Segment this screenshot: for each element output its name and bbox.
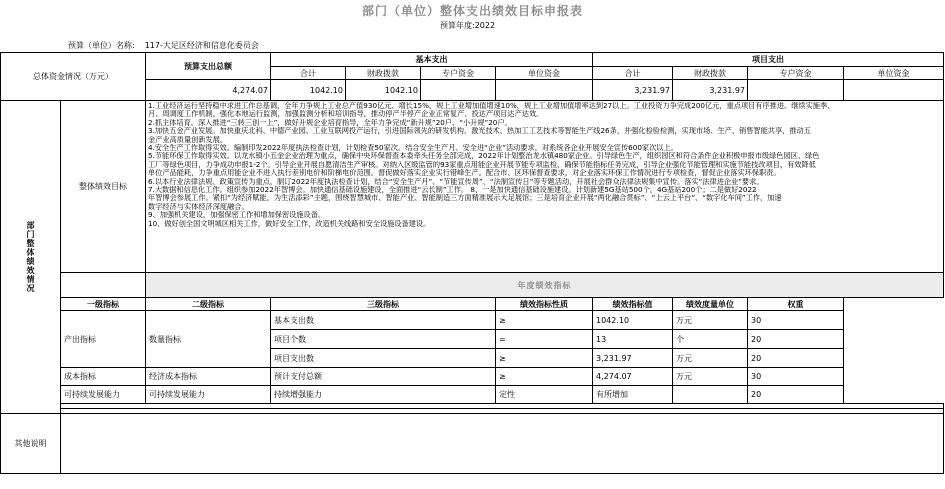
budget-total-value: 4,274.07	[146, 80, 271, 101]
table-row	[1, 311, 944, 330]
row-value: 有所增加	[593, 386, 673, 404]
basic-fiscal-header: 财政拨款	[346, 67, 421, 80]
goal-line: 年智博会参展工作。紧扣“为经济赋能，为生活添彩”主题，围绕智慧城市、智能产业、智能制造三方面精准展示大足展馆；三是培育企业开展“两化融合贯标”、“上云上平台”、“数字化车间”工作，加速	[148, 194, 782, 203]
row-unit: 个	[673, 330, 748, 349]
project-expense-label: 项目支出	[593, 53, 944, 67]
col-level3: 三级指标	[271, 298, 496, 311]
unit-name-label: 预算（单位）名称:	[68, 41, 135, 50]
overall-goal-label: 整体绩效目标	[61, 101, 146, 273]
table-row	[1, 368, 944, 386]
basic-expense-label: 基本支出	[271, 53, 593, 67]
annual-spacer	[61, 273, 146, 298]
goal-line: 9、加强机关建设，加强保密工作和增加保密设施设备。	[148, 211, 326, 220]
row-level1: 成本指标	[61, 368, 146, 386]
table-row	[1, 386, 944, 404]
row-value: 1042.10	[593, 311, 673, 330]
col-level1: 一级指标	[61, 298, 146, 311]
goal-line: 工厂等绿色项目，力争成功申报1-2个。引导企业开展自愿清洁生产审核。对纳入区级监管的93家重点用能企业开展节能专项监检，确保节能指标任务完成，引导企业强化节能管理和实施节能技改项目，有效降低	[148, 160, 816, 169]
row-weight: 20	[748, 349, 844, 368]
goal-line: 6.以本行业法律法规、政策宣传为重点，制订2022年度执法检查计划，结合“安全生产月”、“节能宣传周”、“法制宣传日”等专题活动，开展社会群众法律法规集中宣传。落实“法律进企业”要求。	[148, 177, 764, 186]
row-level3: 项目支出数	[271, 349, 496, 368]
row-nature: ≥	[496, 349, 593, 368]
row-value: 4,274.07	[593, 368, 673, 386]
basic-unit-header: 单位资金	[496, 67, 593, 80]
annual-section-label: 年度绩效指标	[146, 273, 944, 298]
goal-line: 数字经济与实体经济深度融合。	[148, 202, 249, 211]
row-unit	[673, 386, 748, 404]
unit-name-value: 117-大足区经济和信息化委员会	[144, 41, 259, 50]
goal-line: 单位产品能耗，力争重点用能企业不进入执行差别电价和阶梯电价范围。督促做好落实企业实行错峰生产。配合市、区环保督查要求，对企业落实环保工作情况进行专项检查，督促企业落实环保职责。	[148, 169, 781, 178]
row-level3: 基本支出数	[271, 311, 496, 330]
row-level2: 可持续发展能力	[146, 386, 271, 404]
row-level3: 持续增强能力	[271, 386, 496, 404]
goal-line: 2.抓主体培育。深入推进“三转三创一上”，做好升规企业培育指导，全年力争完成“新升规”20户、“小升规”20户。	[148, 118, 512, 127]
unit-name-row	[68, 40, 259, 51]
project-special-header: 专户资金	[748, 67, 844, 80]
row-nature: ≥	[496, 368, 593, 386]
col-nature: 绩效指标性质	[496, 298, 593, 311]
row-level2: 数量指标	[146, 311, 271, 368]
row-nature: =	[496, 330, 593, 349]
row-level1: 产出指标	[61, 311, 146, 368]
other-notes-value	[61, 414, 944, 474]
overall-section-label	[1, 101, 61, 414]
basic-subtotal-header: 合计	[271, 67, 346, 80]
goal-line: 5.节能环保工作取得实效。以龙水镇小五金企业治理为重点，确保中央环保督查本委牵头任务全部完成，2022年计划整治龙水镇480家企业。引导绿色生产，组织园区和符合条件企业积极申报市级绿色园区、绿色	[148, 152, 820, 161]
row-nature: ≥	[496, 311, 593, 330]
row-level3: 项目个数	[271, 330, 496, 349]
budget-year: 预算年度:2022	[440, 21, 496, 30]
row-level1: 可持续发展能力	[61, 386, 146, 404]
row-value: 3,231.97	[593, 349, 673, 368]
goal-line: 7.大数据和信息化工作。组织参加2022年智博会。加快通信基础设施建设，全面推进“云长制”工作。 8、一是加快通信基础设施建设。计划新建5G基站500个，4G基站200个；二是做好2022	[148, 186, 757, 195]
goal-line: 1.工业经济运行坚持稳中求进工作总基调，全年力争规上工业总产值930亿元、增长15%，规上工业增加值增速10%，规上工业增加值增率达到27以上。工业投资力争完成200亿元，重点项目有序推进。继续实施季、	[148, 102, 835, 110]
row-unit: 万元	[673, 311, 748, 330]
basic-total-value: 1042.10	[271, 80, 346, 101]
goal-line: 4.安全生产工作取得实效。编制印发2022年度执法检查计划，计划检查50家次。结合安全生产月、安全进“企业”活动要求，对系统各企业开展安全宣传600家次以上。	[148, 144, 678, 153]
basic-special-value	[421, 80, 496, 101]
row-weight: 30	[748, 368, 844, 386]
row-value: 13	[593, 330, 673, 349]
col-value: 绩效指标值	[593, 298, 673, 311]
row-weight: 20	[748, 386, 844, 404]
row-weight: 30	[748, 311, 844, 330]
overall-section-text: 部门整体绩效情况	[26, 221, 35, 293]
col-unit: 绩效度量单位	[673, 298, 748, 311]
overall-goal-text	[146, 101, 944, 273]
project-fiscal-header: 财政拨款	[673, 67, 748, 80]
project-total-value: 3,231.97	[593, 80, 673, 101]
col-level2: 二级指标	[146, 298, 271, 311]
other-notes-label: 其他说明	[1, 414, 61, 474]
row-level3: 预计支付总额	[271, 368, 496, 386]
goal-line: 月、周调度工作机制，强化本地运行监测，加强监测分析和培训指导，推动停产半停产企业正常复产、投达产项目达产达效。	[148, 110, 544, 119]
project-fiscal-value: 3,231.97	[673, 80, 748, 101]
goal-line: 3.加快五金产业发展。加快重庆北科、中德产业园、工业互联网投产运行，引进国际领先的研发机构、激光技术，热加工工艺技术等智能生产线26条，并强化检验检测，实现市场、生产、销售智能共享，推动五	[148, 127, 811, 136]
project-special-value	[748, 80, 844, 101]
funds-row-label: 总体资金情况（万元）	[1, 53, 146, 101]
row-unit: 万元	[673, 368, 748, 386]
basic-unit-value	[496, 80, 593, 101]
goal-line: 金产业高质量创新发展。	[148, 135, 228, 144]
goal-line: 10、做好创全国文明城区相关工作，做好安全工作，改造机关线路和安全设施设备建设。	[148, 219, 431, 228]
row-unit: 万元	[673, 349, 748, 368]
row-level2: 经济成本指标	[146, 368, 271, 386]
performance-table	[0, 52, 944, 474]
row-nature: 定性	[496, 386, 593, 404]
budget-total-label: 预算支出总额	[146, 53, 271, 80]
project-subtotal-header: 合计	[593, 67, 673, 80]
project-unit-header: 单位资金	[844, 67, 944, 80]
col-weight: 权重	[748, 298, 844, 311]
project-unit-value	[844, 80, 944, 101]
basic-special-header: 专户资金	[421, 67, 496, 80]
basic-fiscal-value: 1042.10	[346, 80, 421, 101]
page-title: 部门（单位）整体支出绩效目标申报表	[361, 4, 583, 18]
row-weight: 20	[748, 330, 844, 349]
